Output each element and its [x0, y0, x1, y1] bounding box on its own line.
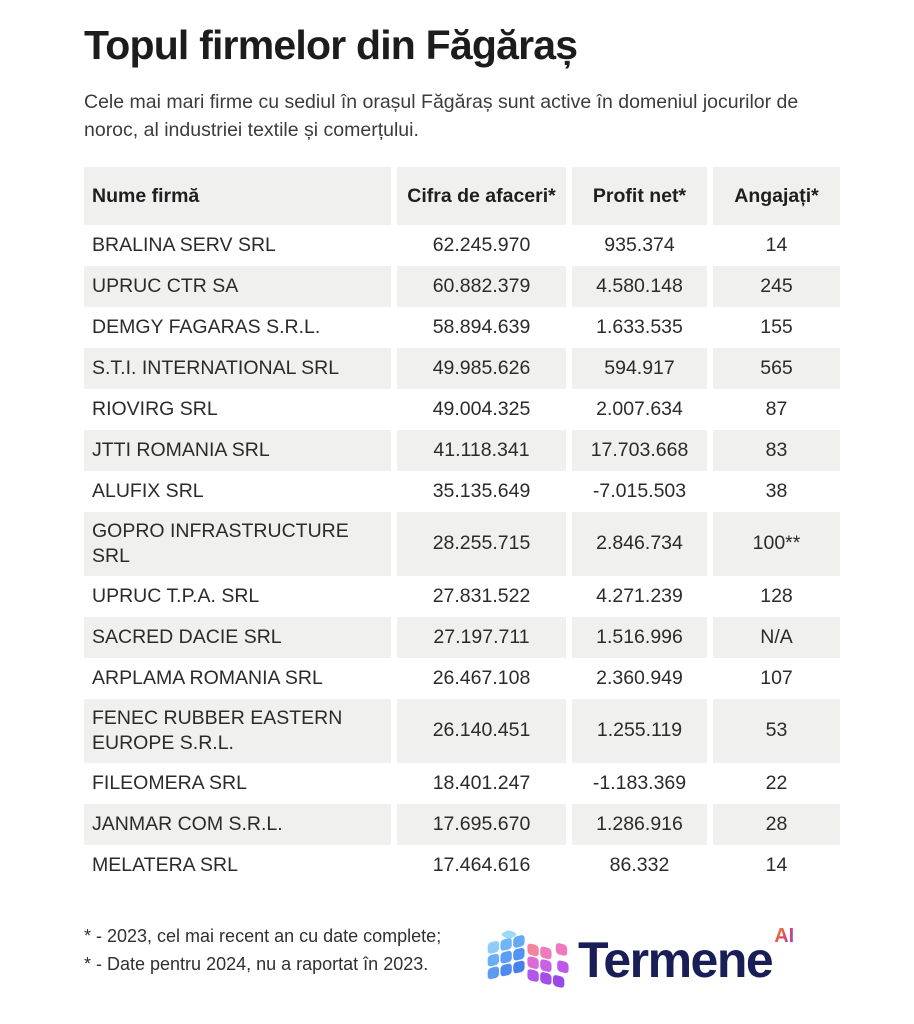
table-row: [84, 348, 840, 389]
table-row: [84, 389, 840, 430]
company-name-cell: DEMGY FAGARAS S.R.L.: [92, 315, 321, 338]
column-header: Profit net*: [566, 167, 707, 225]
value-cell: 83: [707, 430, 840, 471]
table-row: [84, 266, 840, 307]
company-name-cell: UPRUC T.P.A. SRL: [92, 584, 260, 607]
column-header: Angajați*: [707, 167, 840, 225]
value-cell: 58.894.639: [391, 307, 566, 348]
value-cell: 935.374: [566, 225, 707, 266]
table-row: [84, 699, 840, 763]
table-header-row: [84, 167, 840, 225]
table-row: [84, 225, 840, 266]
value-cell: 17.695.670: [391, 804, 566, 845]
value-cell: 4.271.239: [566, 576, 707, 617]
value-cell: 4.580.148: [566, 266, 707, 307]
table-row: [84, 763, 840, 804]
value-cell: 28.255.715: [391, 512, 566, 576]
column-header: Cifra de afaceri*: [391, 167, 566, 225]
value-cell: 27.197.711: [391, 617, 566, 658]
table-row: [84, 617, 840, 658]
value-cell: 17.464.616: [391, 845, 566, 886]
value-cell: 245: [707, 266, 840, 307]
company-name-cell: FENEC RUBBER EASTERN EUROPE S.R.L.: [84, 699, 391, 763]
value-cell: 22: [707, 763, 840, 804]
value-cell: 2.846.734: [566, 512, 707, 576]
value-cell: 49.985.626: [391, 348, 566, 389]
table-header: [84, 167, 840, 225]
value-cell: 1.516.996: [566, 617, 707, 658]
page-title: Topul firmelor din Făgăraș: [84, 22, 578, 68]
value-cell: 2.007.634: [566, 389, 707, 430]
company-name-cell: UPRUC CTR SA: [84, 266, 391, 307]
value-cell: 53: [707, 699, 840, 763]
termene-ai-superscript: AI: [774, 924, 795, 947]
table-body: [84, 225, 840, 886]
table-row: [84, 804, 840, 845]
value-cell: 18.401.247: [391, 763, 566, 804]
value-cell: 594.917: [566, 348, 707, 389]
company-name-cell: JANMAR COM S.R.L.: [84, 804, 391, 845]
value-cell: 14: [707, 225, 840, 266]
value-cell: 87: [707, 389, 840, 430]
value-cell: 60.882.379: [391, 266, 566, 307]
company-name-cell: RIOVIRG SRL: [92, 397, 218, 420]
footnote-2: * - Date pentru 2024, nu a raportat în 2023.: [84, 953, 429, 974]
company-name-cell: FILEOMERA SRL: [92, 771, 247, 794]
value-cell: 17.703.668: [566, 430, 707, 471]
company-name-cell: S.T.I. INTERNATIONAL SRL: [84, 348, 391, 389]
footer: [84, 922, 840, 1000]
company-name-cell: GOPRO INFRASTRUCTURE SRL: [84, 512, 391, 576]
value-cell: 86.332: [566, 845, 707, 886]
value-cell: -1.183.369: [566, 763, 707, 804]
table-row: [84, 471, 840, 512]
termene-cube-icon: [482, 920, 570, 1000]
value-cell: 26.467.108: [391, 658, 566, 699]
value-cell: 35.135.649: [391, 471, 566, 512]
value-cell: 38: [707, 471, 840, 512]
value-cell: 28: [707, 804, 840, 845]
value-cell: 41.118.341: [391, 430, 566, 471]
value-cell: 155: [707, 307, 840, 348]
value-cell: 62.245.970: [391, 225, 566, 266]
value-cell: 107: [707, 658, 840, 699]
value-cell: 565: [707, 348, 840, 389]
value-cell: 2.360.949: [566, 658, 707, 699]
column-header: Nume firmă: [84, 167, 391, 225]
table-row: [84, 512, 840, 576]
termene-logo: [482, 920, 794, 1000]
value-cell: 49.004.325: [391, 389, 566, 430]
value-cell: N/A: [707, 617, 840, 658]
termene-wordmark: Termene: [578, 931, 773, 988]
value-cell: 26.140.451: [391, 699, 566, 763]
footnote-1: * - 2023, cel mai recent an cu date complete;: [84, 925, 442, 946]
table-row: [84, 307, 840, 348]
companies-table: [84, 167, 840, 886]
table-row: [84, 845, 840, 886]
company-name-cell: BRALINA SERV SRL: [92, 233, 276, 256]
company-name-cell: JTTI ROMANIA SRL: [84, 430, 391, 471]
table-row: [84, 430, 840, 471]
footnotes: [84, 922, 480, 978]
company-name-cell: ALUFIX SRL: [92, 479, 204, 502]
company-name-cell: ARPLAMA ROMANIA SRL: [92, 666, 323, 689]
table-row: [84, 658, 840, 699]
value-cell: 128: [707, 576, 840, 617]
table-row: [84, 576, 840, 617]
value-cell: 14: [707, 845, 840, 886]
page-subtitle: Cele mai mari firme cu sediul în orașul Făgăraș sunt active în domeniul jocurilor de noroc, al industriei textile și comerțului.: [84, 91, 799, 142]
company-name-cell: MELATERA SRL: [92, 853, 238, 876]
value-cell: 1.286.916: [566, 804, 707, 845]
value-cell: -7.015.503: [566, 471, 707, 512]
value-cell: 100**: [707, 512, 840, 576]
value-cell: 27.831.522: [391, 576, 566, 617]
value-cell: 1.633.535: [566, 307, 707, 348]
company-name-cell: SACRED DACIE SRL: [84, 617, 391, 658]
value-cell: 1.255.119: [566, 699, 707, 763]
